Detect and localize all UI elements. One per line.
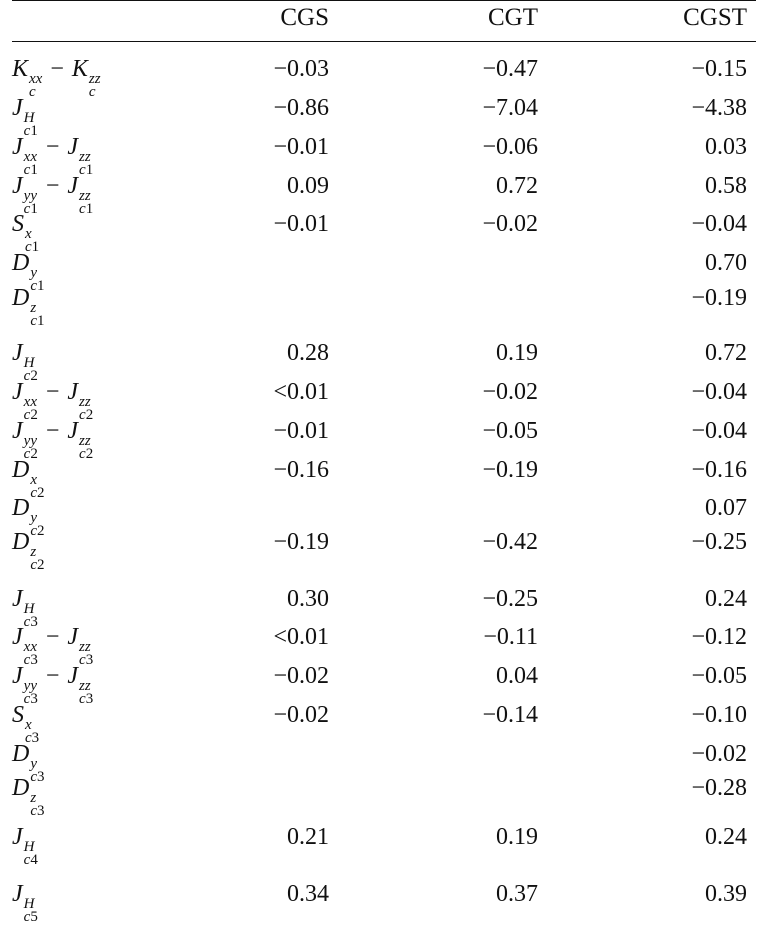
symbol-base: J [12,134,23,160]
symbol-a [12,56,43,100]
symbol-b [67,173,94,217]
subscript-number: 3 [30,614,38,630]
symbol-a [12,624,38,668]
row-label [12,94,38,138]
symbol-base: K [71,56,88,82]
row-label [12,284,45,328]
subscript-number: 1 [37,313,45,329]
symbol-scripts [30,546,44,572]
table-row [0,880,760,925]
superscript: yy [23,433,37,449]
superscript: xx [29,71,43,87]
cell-cgt: −0.14 [482,702,538,728]
symbol-b [67,663,94,707]
subscript-letter: c [79,162,86,178]
subscript-number: 1 [85,162,94,178]
cell-cgst: 0.70 [705,250,747,276]
subscript-number: 2 [30,446,38,462]
cell-cgst: −0.04 [691,379,747,405]
symbol-b [67,418,94,462]
minus-operator: − [45,173,60,199]
cell-cgs: 0.09 [287,173,329,199]
superscript: yy [23,678,37,694]
subscript-letter: c [23,614,31,630]
subscript-letter: c [30,485,38,501]
cell-cgst: −0.19 [691,285,747,311]
subscript-number: 2 [37,557,45,573]
superscript: H [23,355,35,371]
symbol-b [71,56,101,100]
subscript-letter: c [79,407,86,423]
row-label [12,210,39,254]
cell-cgst: 0.58 [705,173,747,199]
cell-cgst: −0.16 [691,457,747,483]
symbol-base: J [12,418,23,444]
cell-cgst: −0.28 [691,775,747,801]
row-label [12,528,45,572]
cell-cgs: 0.28 [287,340,329,366]
cell-cgs: 0.30 [287,586,329,612]
table-row [0,528,760,573]
symbol-base: K [12,56,29,82]
symbol-a [12,529,45,573]
minus-operator: − [45,663,60,689]
minus-operator: − [45,134,60,160]
symbol-base: J [12,881,23,907]
symbol-base: D [12,741,30,767]
cell-cgt: −0.19 [482,457,538,483]
subscript-number: 1 [30,123,38,139]
table-row [0,210,760,255]
subscript-number: 3 [31,730,40,746]
symbol-b [67,379,94,423]
cell-cgs: −0.86 [273,95,329,121]
table-row [0,249,760,294]
cell-cgt: 0.19 [496,340,538,366]
row-label [12,701,39,745]
row-label [12,880,38,924]
symbol-a [12,775,45,819]
subscript-number: 2 [30,407,38,423]
row-label [12,55,101,99]
table-row [0,133,760,178]
minus-operator: − [50,56,64,82]
cell-cgt: −7.04 [482,95,538,121]
table-row [0,585,760,630]
cell-cgst: −0.05 [691,663,747,689]
subscript-letter: c [23,446,31,462]
superscript: x [25,226,32,242]
cell-cgs: −0.01 [273,418,329,444]
subscript-letter: c [79,201,86,217]
symbol-b [67,134,94,178]
subscript-letter: c [23,123,31,139]
subscript-number: 1 [31,239,40,255]
superscript: xx [23,394,37,410]
table-row [0,662,760,707]
table-row [0,823,760,868]
subscript-letter: c [30,803,38,819]
cell-cgs: −0.16 [273,457,329,483]
cell-cgst: −4.38 [691,95,747,121]
subscript-letter: c [23,162,31,178]
superscript: y [30,265,38,281]
subscript-number: 3 [37,803,45,819]
subscript-number: 3 [37,769,45,785]
cell-cgt: −0.02 [482,379,538,405]
cell-cgst: 0.03 [705,134,747,160]
minus-operator: − [45,379,60,405]
table-row [0,284,760,329]
symbol-a [12,663,38,707]
cell-cgs: −0.03 [273,56,329,82]
subscript-letter: c [29,84,36,100]
subscript-letter: c [79,691,86,707]
symbol-scripts [24,898,38,924]
table-header-rule [12,41,756,42]
subscript [30,315,44,328]
cell-cgst: −0.04 [691,211,747,237]
subscript-number: 1 [85,201,94,217]
cell-cgt: −0.05 [482,418,538,444]
column-header-cgst: CGST [683,4,747,31]
superscript: x [30,472,38,488]
cell-cgst: 0.24 [705,586,747,612]
cell-cgt: −0.42 [482,529,538,555]
row-label [12,623,93,667]
symbol-base: D [12,250,30,276]
subscript [24,854,38,867]
table-row [0,701,760,746]
superscript: x [25,717,32,733]
symbol-base: J [67,663,79,689]
row-label [12,662,93,706]
superscript: zz [79,678,91,694]
cell-cgs: −0.01 [273,134,329,160]
row-label [12,378,93,422]
subscript-number: 3 [85,652,94,668]
subscript-number: 1 [30,201,38,217]
symbol-a [12,824,38,868]
minus-operator: − [45,418,60,444]
subscript-letter: c [23,368,31,384]
symbol-a [12,741,45,785]
cell-cgt: −0.11 [483,624,538,650]
symbol-a [12,881,38,925]
table-row [0,55,760,100]
symbol-base: S [12,211,24,237]
symbol-base: J [12,173,23,199]
cell-cgs: 0.34 [287,881,329,907]
cell-cgt: −0.25 [482,586,538,612]
subscript-number: 3 [30,652,38,668]
subscript-letter: c [79,652,86,668]
symbol-base: J [12,340,23,366]
cell-cgst: −0.12 [691,624,747,650]
symbol-scripts [30,302,44,328]
subscript-letter: c [79,446,86,462]
symbol-base: D [12,495,30,521]
symbol-a [12,211,40,255]
subscript-number: 5 [30,909,38,925]
superscript: H [23,839,35,855]
superscript: zz [79,149,91,165]
symbol-base: D [12,775,30,801]
subscript-letter: c [23,909,31,925]
superscript: z [30,300,37,316]
symbol-base: J [12,379,23,405]
minus-operator: − [45,624,60,650]
symbol-base: J [67,134,79,160]
symbol-a [12,418,38,462]
column-header-cgs: CGS [280,4,329,31]
subscript-number: 2 [85,407,94,423]
subscript-letter: c [30,557,38,573]
symbol-base: J [67,173,79,199]
subscript-number: 3 [85,691,94,707]
symbol-base: J [12,824,23,850]
symbol-b [67,624,94,668]
cell-cgt: −0.47 [482,56,538,82]
subscript [24,911,38,924]
cell-cgs: −0.02 [273,663,329,689]
subscript-letter: c [25,239,32,255]
cell-cgs: −0.02 [273,702,329,728]
superscript: xx [23,149,37,165]
subscript-number: 2 [30,368,38,384]
subscript-letter: c [23,407,31,423]
cell-cgst: 0.24 [705,824,747,850]
symbol-a [12,340,38,384]
superscript: zz [79,394,91,410]
subscript-letter: c [23,201,31,217]
symbol-scripts [30,792,44,818]
cell-cgs: 0.21 [287,824,329,850]
symbol-a [12,379,38,423]
row-label [12,133,93,177]
table-row [0,774,760,819]
subscript-number: 2 [85,446,94,462]
row-label [12,417,93,461]
table-row [0,456,760,501]
superscript: zz [79,639,91,655]
symbol-a [12,285,45,329]
superscript: zz [79,433,91,449]
cell-cgs: −0.19 [273,529,329,555]
subscript-number: 1 [37,278,45,294]
cell-cgs: −0.01 [273,211,329,237]
symbol-base: J [12,624,23,650]
subscript-number: 4 [30,852,38,868]
subscript-number: 2 [37,485,45,501]
symbol-a [12,95,38,139]
table-top-rule [12,0,756,1]
table-row [0,623,760,668]
row-label [12,774,45,818]
symbol-a [12,495,45,539]
superscript: y [30,756,38,772]
table-row [0,417,760,462]
cell-cgt: 0.04 [496,663,538,689]
subscript-letter: c [25,730,32,746]
superscript: y [30,510,38,526]
table-row [0,378,760,423]
superscript: yy [23,188,37,204]
subscript [30,559,44,572]
column-header-cgt: CGT [488,4,538,31]
table-row [0,339,760,384]
symbol-base: J [67,418,79,444]
cell-cgst: −0.25 [691,529,747,555]
cell-cgt: −0.02 [482,211,538,237]
symbol-a [12,134,38,178]
symbol-base: J [12,663,23,689]
cell-cgt: 0.72 [496,173,538,199]
symbol-base: J [12,586,23,612]
subscript-letter: c [23,852,31,868]
superscript: H [23,110,35,126]
subscript-letter: c [30,278,38,294]
symbol-a [12,250,45,294]
subscript-letter: c [30,523,38,539]
symbol-a [12,457,45,501]
cell-cgst: 0.07 [705,495,747,521]
symbol-a [12,702,40,746]
symbol-base: J [12,95,23,121]
cell-cgst: −0.02 [691,741,747,767]
symbol-a [12,586,38,630]
cell-cgst: 0.72 [705,340,747,366]
row-label [12,339,38,383]
subscript-letter: c [30,313,38,329]
subscript-number: 2 [37,523,45,539]
symbol-base: D [12,457,30,483]
symbol-base: J [67,379,79,405]
superscript: zz [79,188,91,204]
subscript-letter: c [88,84,96,100]
superscript: zz [88,71,101,87]
cell-cgt: 0.19 [496,824,538,850]
table-row [0,94,760,139]
subscript-number: 3 [30,691,38,707]
subscript-letter: c [30,769,38,785]
row-label [12,823,38,867]
superscript: z [30,544,37,560]
symbol-a [12,173,38,217]
subscript-letter: c [23,652,31,668]
symbol-base: J [67,624,79,650]
table-row [0,494,760,539]
symbol-base: D [12,529,30,555]
superscript: z [30,790,37,806]
cell-cgs: <0.01 [273,379,329,405]
cell-cgt: 0.37 [496,881,538,907]
superscript: xx [23,639,37,655]
symbol-scripts [24,841,38,867]
cell-cgs: <0.01 [273,624,329,650]
symbol-base: D [12,285,30,311]
cell-cgst: −0.04 [691,418,747,444]
table-row [0,740,760,785]
subscript-number: 1 [30,162,38,178]
superscript: H [23,601,35,617]
subscript-letter: c [23,691,31,707]
cell-cgst: −0.10 [691,702,747,728]
cell-cgt: −0.06 [482,134,538,160]
symbol-base: S [12,702,24,728]
cell-cgst: 0.39 [705,881,747,907]
table-row [0,172,760,217]
cell-cgst: −0.15 [691,56,747,82]
subscript [30,805,44,818]
superscript: H [23,896,35,912]
